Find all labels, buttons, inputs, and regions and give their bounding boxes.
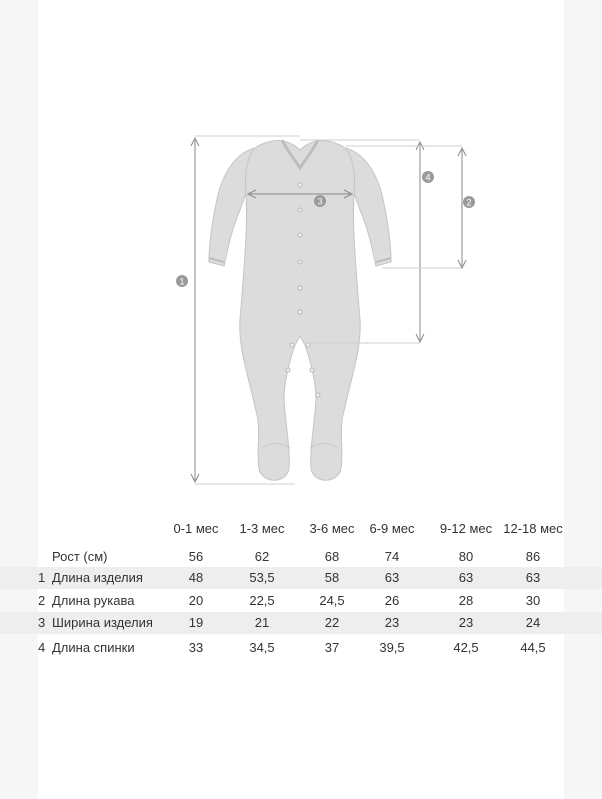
- row-label: Длина рукава: [52, 593, 135, 608]
- table-header-row: [0, 518, 602, 540]
- table-cell: 37: [324, 640, 340, 655]
- column-header: 9-12 мес: [439, 521, 493, 536]
- row-number: 2: [38, 593, 46, 608]
- row-number: 3: [38, 615, 46, 630]
- table-cell: 42,5: [453, 640, 479, 655]
- table-cell: 23: [384, 615, 400, 630]
- column-header: 12-18 мес: [503, 521, 563, 536]
- table-cell: 62: [254, 549, 270, 564]
- table-cell: 58: [324, 570, 340, 585]
- table-cell: 26: [384, 593, 400, 608]
- table-row: [0, 637, 602, 659]
- column-header: 3-6 мес: [309, 521, 355, 536]
- table-cell: 19: [188, 615, 204, 630]
- svg-text:2: 2: [466, 197, 472, 208]
- column-header: 0-1 мес: [173, 521, 219, 536]
- table-cell: 63: [525, 570, 541, 585]
- svg-text:1: 1: [179, 276, 185, 287]
- row-number: 4: [38, 640, 46, 655]
- table-cell: 34,5: [249, 640, 275, 655]
- row-label: Длина спинки: [52, 640, 135, 655]
- table-cell: 39,5: [379, 640, 405, 655]
- table-cell: 33: [188, 640, 204, 655]
- column-header: 1-3 мес: [239, 521, 285, 536]
- table-cell: 86: [525, 549, 541, 564]
- table-cell: 63: [384, 570, 400, 585]
- table-cell: 68: [324, 549, 340, 564]
- table-cell: 22: [324, 615, 340, 630]
- table-cell: 74: [384, 549, 400, 564]
- column-header: 6-9 мес: [369, 521, 415, 536]
- table-cell: 63: [458, 570, 474, 585]
- marker-1: [176, 275, 188, 287]
- table-cell: 80: [458, 549, 474, 564]
- table-cell: 20: [188, 593, 204, 608]
- marker-4: [422, 171, 434, 183]
- table-cell: 30: [525, 593, 541, 608]
- table-cell: 56: [188, 549, 204, 564]
- row-label: Длина изделия: [52, 570, 143, 585]
- table-cell: 44,5: [520, 640, 546, 655]
- table-cell: 24: [525, 615, 541, 630]
- row-label: Ширина изделия: [52, 615, 153, 630]
- table-row: [0, 567, 602, 589]
- row-number: 1: [38, 570, 46, 585]
- table-row: [0, 612, 602, 634]
- row-label: Рост (см): [52, 549, 108, 564]
- marker-2: [463, 196, 475, 208]
- table-cell: 22,5: [249, 593, 275, 608]
- table-cell: 21: [254, 615, 270, 630]
- table-row: [0, 590, 602, 612]
- table-cell: 53,5: [249, 570, 275, 585]
- table-cell: 48: [188, 570, 204, 585]
- svg-text:4: 4: [425, 172, 431, 183]
- marker-3: [314, 195, 326, 207]
- table-row: [0, 546, 602, 568]
- svg-text:3: 3: [317, 196, 323, 207]
- table-cell: 24,5: [319, 593, 345, 608]
- table-cell: 28: [458, 593, 474, 608]
- table-cell: 23: [458, 615, 474, 630]
